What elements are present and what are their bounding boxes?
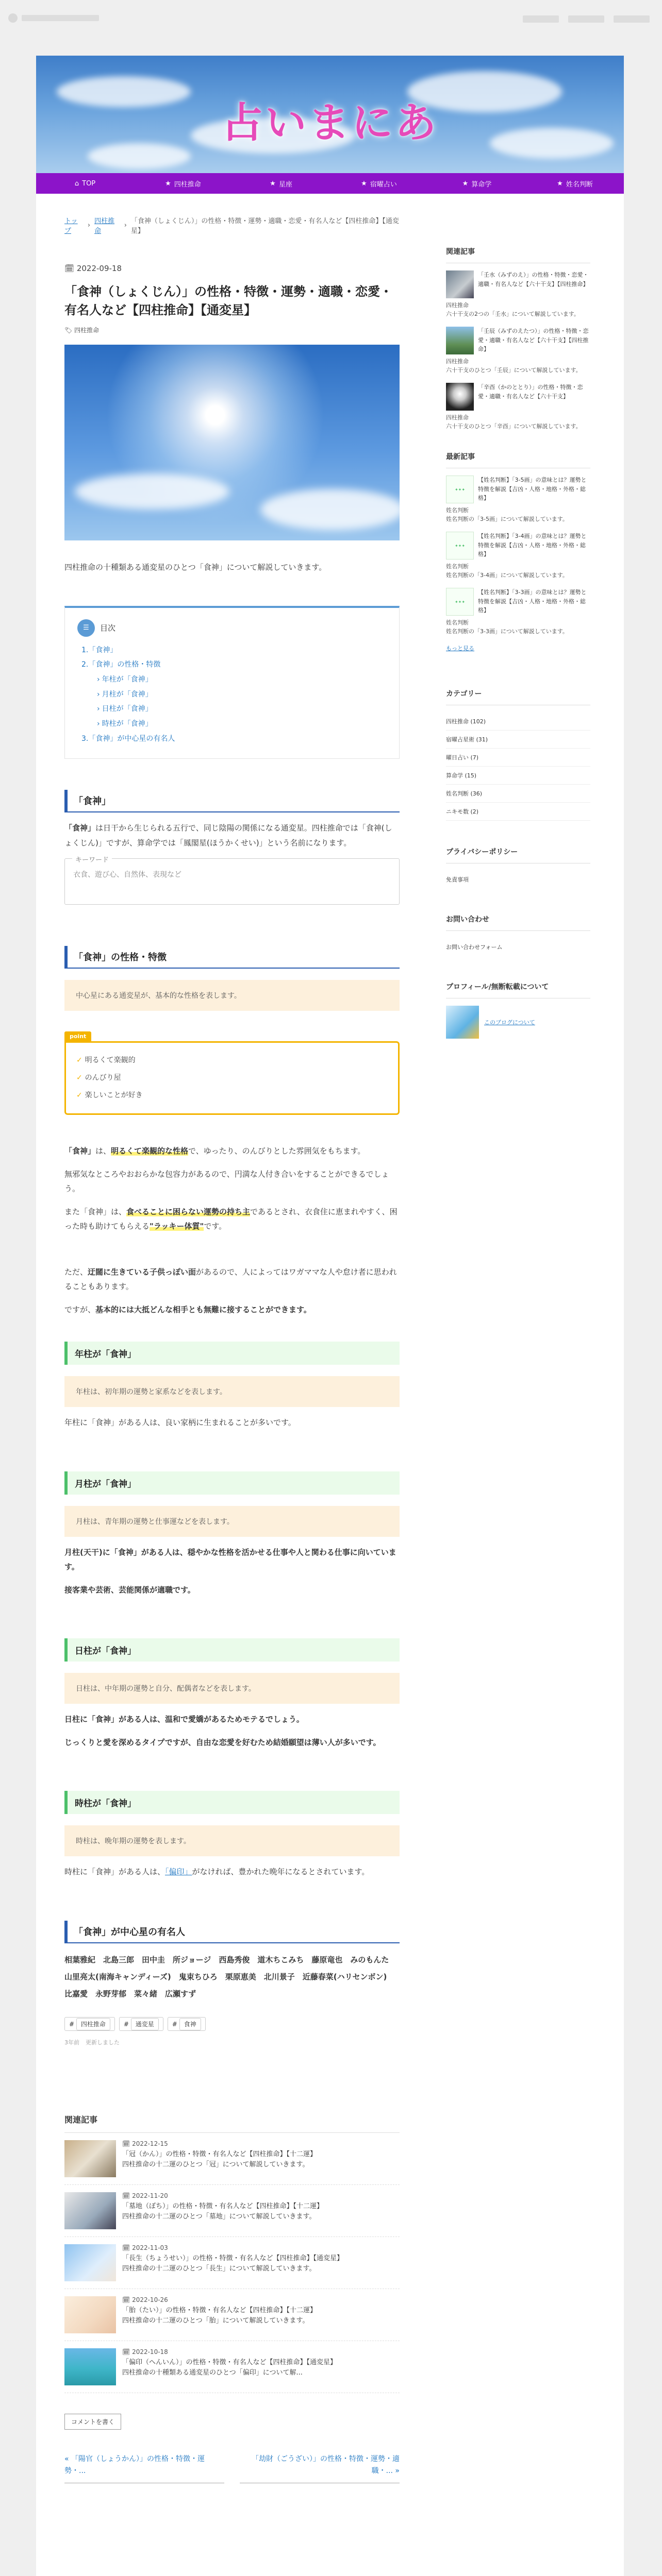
point-label: point — [64, 1031, 91, 1041]
prev-post-link[interactable]: « 「陽官（しょうかん）」の性格・特徴・運勢・... — [64, 2453, 224, 2484]
sidebar-block — [446, 914, 590, 956]
post-meta: 3年前 更新しました — [64, 2039, 120, 2046]
subsection-heading: 時柱が「食神」 — [64, 1791, 400, 1814]
related-item[interactable]: 🗓 2022-12-15 「冠（かん）」の性格・特徴・有名人など【四柱推命】【十二運】 四柱推命の十二運のひとつ「冠」について解説していきます。 — [64, 2140, 400, 2185]
section-heading: 「食神」 — [64, 790, 400, 812]
section-text: 月柱(天干)に「食神」がある人は、穏やかな性格を活かせる仕事や人と関わる仕事に向いています。 — [64, 1547, 396, 1572]
main-content — [64, 205, 400, 2483]
breadcrumb-category[interactable]: 四柱推命 — [94, 217, 115, 235]
eyecatch-image — [64, 345, 400, 540]
star-icon: ★ — [165, 179, 171, 188]
sidebar-heading: お問い合わせ — [446, 914, 590, 931]
sidebar-heading: 最新記事 — [446, 451, 590, 468]
sidebar-post-meta: 四柱推命 六十干支のひとつ「辛酉」について解説しています。 — [446, 414, 582, 430]
top-link-placeholder[interactable] — [568, 15, 604, 23]
info-note: 時柱は、晩年期の運勢を表します。 — [64, 1825, 400, 1856]
section-text: 「食神」は、明るくて楽観的な性格で、ゆったり、のんびりとした雰囲気をもちます。 — [64, 1146, 366, 1156]
info-note: 月柱は、青年期の運勢と仕事運などを表します。 — [64, 1506, 400, 1537]
tag-chip[interactable]: # 通変星 — [119, 2017, 163, 2031]
star-icon: ★ — [270, 179, 276, 188]
star-icon: ★ — [557, 179, 563, 188]
more-link[interactable]: もっと見る — [446, 645, 474, 652]
table-of-contents — [64, 606, 400, 759]
breadcrumb: トップ › 四柱推命 › 「食神（しょくじん）」の性格・特徴・運勢・適職・恋愛・有名人など【四柱推命】【通変星】 — [64, 215, 400, 235]
sidebar-post[interactable]: ✦✦✦ 【姓名判断】「3-3画」の意味とは？運勢と特徴を解説【吉凶・人格・地格・外格・総格】 — [446, 588, 590, 616]
section-text: ただ、迂闊に生きている子供っぽい面があるので、人によってはワガママな人や怠け者に思われることもあります。 — [64, 1267, 397, 1292]
related-item[interactable]: 🗓 2022-11-03 「長生（ちょうせい）」の性格・特徴・有名人など【四柱推命】【通変星】 四柱推命の十二運のひとつ「長生」について解説していきます。 — [64, 2244, 400, 2289]
calendar-icon: 🗓 — [64, 264, 75, 273]
tag-chip[interactable]: # 四柱推命 — [64, 2017, 115, 2031]
related-thumbnail[interactable] — [64, 2192, 116, 2229]
sidebar-post[interactable]: 「辛酉（かのととり）」の性格・特徴・恋愛・適職・有名人など【六十干支】 — [446, 383, 590, 411]
tag-list — [64, 2017, 400, 2031]
category-label[interactable]: 🏷 四柱推命 — [64, 327, 100, 334]
famous-list: 相葉雅紀 北島三郎 田中圭 所ジョージ 西島秀俊 道木ちこみち 藤原竜也 みのもんた 山里亮太(南海キャンディーズ) 鬼束ちひろ 栗原恵美 北川景子 近藤春菜(ハリセンボン) 比嘉愛 永野芽郁 菜々緒 広瀬すず — [64, 1955, 397, 1998]
section-text: じっくりと愛を深めるタイプですが、自由な恋愛を好むため結婚願望は薄い人が多いです。 — [64, 1737, 381, 1747]
nav-item-sukuyo[interactable]: ★ 宿曜占い — [361, 179, 397, 189]
sidebar-heading: プロフィール/無断転載について — [446, 981, 590, 998]
category-link[interactable]: 算命学 (15) — [446, 767, 590, 785]
nav-item-sanmei[interactable]: ★ 算命学 — [462, 179, 492, 189]
section-text: ですが、基本的には大抵どんな相手とも無難に接することができます。 — [64, 1304, 311, 1314]
sidebar-post[interactable]: 「壬辰（みずのえたつ）」の性格・特徴・恋愛・適職・有名人など【六十干支】【四柱推命】 — [446, 327, 590, 354]
breadcrumb-home[interactable]: トップ — [64, 217, 78, 235]
nav-item-top[interactable]: ⌂ TOP — [74, 179, 96, 188]
related-item[interactable]: 🗓 2022-11-20 「墓地（ぼち）」の性格・特徴・有名人など【四柱推命】【十二運】 四柱推命の十二運のひとつ「墓地」について解説していきます。 — [64, 2192, 400, 2237]
toc-subitem[interactable]: › 時柱が「食神」 — [97, 719, 153, 728]
site-logo[interactable]: 占いまにあ — [222, 99, 438, 147]
related-item[interactable]: 🗓 2022-10-18 「偏印（へんいん）」の性格・特徴・有名人など【四柱推命】【通変星】 四柱推命の十種類ある通変星のひとつ「偏印」について解... — [64, 2348, 400, 2393]
sidebar-thumbnail[interactable] — [446, 383, 474, 411]
sidebar-thumbnail[interactable]: ✦✦✦ — [446, 476, 474, 503]
tag-icon: 🏷 — [64, 327, 73, 334]
sidebar-heading: カテゴリー — [446, 688, 590, 705]
section-heading: 「食神」の性格・特徴 — [64, 946, 400, 969]
sidebar-thumbnail[interactable] — [446, 327, 474, 354]
section-text: 年柱に「食神」がある人は、良い家柄に生まれることが多いです。 — [64, 1418, 296, 1428]
related-heading: 関連記事 — [64, 2113, 400, 2133]
section-text: 無邪気なところやおおらかな包容力があるので、円満な人付き合いをすることができるでしょう。 — [64, 1169, 389, 1194]
sidebar-post-meta: 姓名判断 姓名判断の「3-4画」について解説しています。 — [446, 563, 568, 579]
toc-title: 目次 — [100, 623, 116, 633]
nav-item-seimei[interactable]: ★ 姓名判断 — [557, 179, 593, 189]
home-icon: ⌂ — [74, 179, 79, 188]
sidebar-post-meta: 姓名判断 姓名判断の「3-5画」について解説しています。 — [446, 507, 568, 522]
category-link[interactable]: 四柱推命 (102) — [446, 713, 590, 731]
info-note: 年柱は、初年期の運勢と家系などを表します。 — [64, 1376, 400, 1407]
header-banner[interactable] — [36, 56, 624, 173]
sidebar-post-meta: 四柱推命 六十干支の2つの「壬水」について解説しています。 — [446, 302, 580, 317]
point-box — [64, 1031, 400, 1115]
post-date: 🗓 2022-09-18 — [64, 264, 122, 273]
sidebar-post-meta: 姓名判断 姓名判断の「3-3画」について解説しています。 — [446, 619, 568, 635]
profile-link[interactable]: このブログについて — [484, 1019, 535, 1026]
profile-image[interactable] — [446, 1006, 479, 1039]
keyword-box: キーワード 衣食、遊び心、自然体、表現など — [64, 858, 400, 905]
toc-subitem[interactable]: › 日柱が「食神」 — [97, 705, 153, 714]
sidebar-block — [446, 846, 590, 888]
toc-item[interactable]: 3.「食神」が中心星の有名人 — [81, 734, 175, 743]
privacy-link[interactable]: 免責事項 — [446, 876, 469, 883]
toc-item[interactable]: 1.「食神」 — [81, 646, 118, 654]
sidebar-post[interactable]: ✦✦✦ 【姓名判断】「3-4画」の意味とは？運勢と特徴を解説【吉凶・人格・地格・外格・総格】 — [446, 532, 590, 560]
top-link-placeholder[interactable] — [523, 15, 559, 23]
star-icon: ★ — [462, 179, 469, 188]
category-link[interactable]: 姓名判断 (36) — [446, 785, 590, 803]
related-thumbnail[interactable] — [64, 2140, 116, 2177]
related-thumbnail[interactable] — [64, 2244, 116, 2281]
related-thumbnail[interactable] — [64, 2296, 116, 2333]
point-item: ✓ 明るくて楽観的 — [76, 1052, 388, 1070]
post-navigation — [64, 2453, 400, 2484]
global-nav — [36, 173, 624, 194]
sidebar — [446, 246, 590, 1039]
sidebar-post-meta: 四柱推命 六十干支のひとつ「壬辰」について解説しています。 — [446, 358, 582, 374]
sidebar-heading: プライバシーポリシー — [446, 846, 590, 863]
next-post-link[interactable]: 「劫財（ごうざい）」の性格・特徴・運勢・適職・... » — [240, 2453, 400, 2484]
point-item: ✓ 楽しいことが好き — [76, 1087, 388, 1105]
nav-item-seiza[interactable]: ★ 星座 — [270, 179, 292, 189]
breadcrumb-current: 「食神（しょくじん）」の性格・特徴・運勢・適職・恋愛・有名人など【四柱推命】【通変星】 — [130, 217, 399, 235]
category-link[interactable]: 曜日占い (7) — [446, 749, 590, 767]
section-text: 「食神」は日干から生じられる五行で、同じ陰陽の関係になる通変星。四柱推命では「食神(しょくじん)」ですが、算命学では「鳳閣星(ほうかくせい)」という名前になります。 — [64, 823, 392, 848]
sidebar-post[interactable]: ✦✦✦ 【姓名判断】「3-5画」の意味とは？運勢と特徴を解説【吉凶・人格・地格・外格・総格】 — [446, 476, 590, 503]
section-text: 日柱に「食神」がある人は、温和で愛嬌があるためモテるでしょう。 — [64, 1715, 304, 1724]
info-note: 日柱は、中年期の運勢と自分、配偶者などを表します。 — [64, 1673, 400, 1704]
point-item: ✓ のんびり屋 — [76, 1070, 388, 1087]
subsection-heading: 日柱が「食神」 — [64, 1638, 400, 1662]
sidebar-thumbnail[interactable]: ✦✦✦ — [446, 532, 474, 560]
sidebar-thumbnail[interactable] — [446, 270, 474, 298]
site-favicon-icon — [8, 13, 18, 23]
toc-subitem[interactable]: › 月柱が「食神」 — [97, 690, 153, 699]
subsection-heading: 年柱が「食神」 — [64, 1342, 400, 1365]
toc-item[interactable]: 2.「食神」の性格・特徴 — [81, 660, 161, 669]
contact-link[interactable]: お問い合わせフォーム — [446, 944, 503, 951]
sidebar-post[interactable]: 「壬水（みずのえ）」の性格・特徴・恋愛・適職・有名人など【六十干支】【四柱推命】 — [446, 270, 590, 298]
star-icon: ★ — [361, 179, 367, 188]
toc-icon[interactable]: ☰ — [77, 619, 95, 637]
sidebar-block — [446, 981, 590, 1039]
subsection-heading: 月柱が「食神」 — [64, 1471, 400, 1495]
intro-text: 四柱推命の十種類ある通変星のひとつ「食神」について解説していきます。 — [64, 563, 327, 572]
related-thumbnail[interactable] — [64, 2348, 116, 2385]
tag-chip[interactable]: # 食神 — [168, 2017, 206, 2031]
site-title-placeholder — [22, 15, 99, 21]
browser-top-bar — [0, 0, 662, 37]
section-text: 時柱に「食神」がある人は、「偏印」がなければ、豊かれた晩年になるとされています。 — [64, 1867, 370, 1877]
page-title: 「食神（しょくじん）」の性格・特徴・運勢・適職・恋愛・有名人など【四柱推命】【通変星】 — [64, 284, 392, 317]
category-link[interactable]: ニキモ数 (2) — [446, 803, 590, 821]
top-link-placeholder[interactable] — [614, 15, 650, 23]
related-item[interactable]: 🗓 2022-10-26 「胎（たい）」の性格・特徴・有名人など【四柱推命】【十二運】 四柱推命の十二運のひとつ「胎」について解説していきます。 — [64, 2296, 400, 2341]
comment-button[interactable]: コメントを書く — [64, 2414, 121, 2430]
info-note: 中心星にある通変星が、基本的な性格を表します。 — [64, 980, 400, 1011]
nav-item-shichu[interactable]: ★ 四柱推命 — [165, 179, 201, 189]
section-text: また「食神」は、食べることに困らない運勢の持ち主であるとされ、衣食住に恵まれやすく、困った時も助けてもらえる"ラッキー体質"です。 — [64, 1207, 398, 1231]
section-heading: 「食神」が中心星の有名人 — [64, 1921, 400, 1943]
inline-link[interactable]: 「偏印」 — [165, 1867, 192, 1877]
sidebar-thumbnail[interactable]: ✦✦✦ — [446, 588, 474, 616]
category-link[interactable]: 宿曜占星術 (31) — [446, 731, 590, 749]
toc-subitem[interactable]: › 年柱が「食神」 — [97, 675, 153, 684]
section-text: 接客業や芸術、芸能関係が適職です。 — [64, 1585, 195, 1595]
sidebar-heading: 関連記事 — [446, 246, 590, 263]
